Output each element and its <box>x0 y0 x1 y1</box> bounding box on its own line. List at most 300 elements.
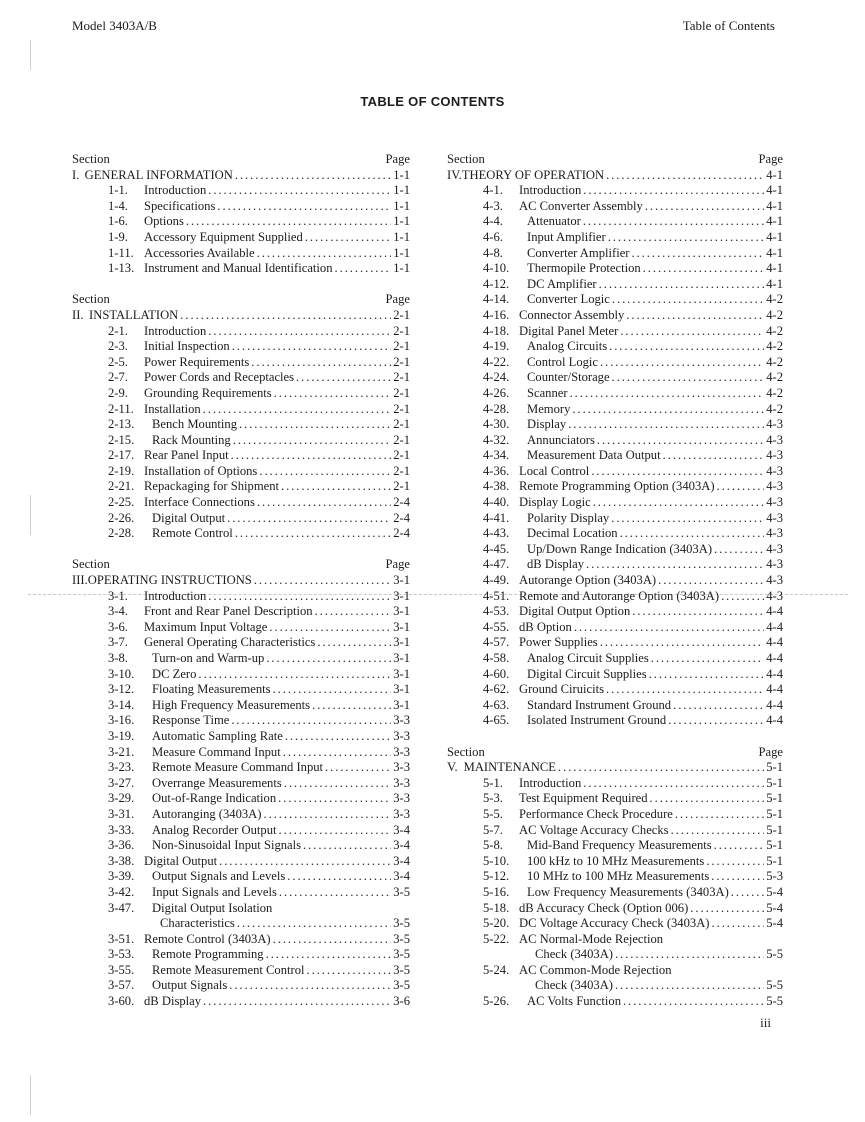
entry-title: Low Frequency Measurements (3403A) <box>527 884 729 899</box>
toc-entry <box>72 978 410 994</box>
entry-page: 2-1 <box>393 323 410 338</box>
entry-number: 2-28. <box>108 526 135 541</box>
entry-title: High Frequency Measurements <box>152 697 311 712</box>
toc-entry <box>447 448 783 464</box>
entry-title: 10 MHz to 100 MHz Measurements <box>527 869 710 884</box>
entry-number: 4-32. <box>483 432 510 447</box>
leader-dots <box>303 838 391 854</box>
entry-page: 5-4 <box>766 900 783 915</box>
entry-page: 3-1 <box>393 604 410 619</box>
toc-entry <box>72 635 410 651</box>
leader-dots <box>251 355 391 371</box>
leader-dots <box>583 214 764 230</box>
entry-number: 4-57. <box>483 635 510 650</box>
leader-dots <box>279 885 391 901</box>
entry-title: Initial Inspection <box>144 339 230 354</box>
entry-title: DC Zero <box>152 666 197 681</box>
toc-entry <box>447 277 783 293</box>
entry-page: 4-3 <box>766 541 783 556</box>
entry-title: dB Display <box>527 557 585 572</box>
entry-page: 3-3 <box>393 713 410 728</box>
entry-number: 4-41. <box>483 510 510 525</box>
toc-entry <box>72 370 410 386</box>
toc-entry <box>447 791 783 807</box>
entry-number: 3-51. <box>108 931 135 946</box>
leader-dots <box>568 417 764 433</box>
entry-title: AC Common-Mode Rejection <box>519 962 672 977</box>
toc-entry <box>72 916 410 932</box>
leader-dots <box>673 698 764 714</box>
entry-page: 5-1 <box>766 806 783 821</box>
toc-entry <box>447 604 783 620</box>
toc-entry <box>72 324 410 340</box>
entry-number: 3-38. <box>108 853 135 868</box>
entry-title: Autorange Option (3403A) <box>519 573 657 588</box>
toc-entry <box>72 246 410 262</box>
leader-dots <box>593 495 765 511</box>
scan-edge-mark <box>30 1075 31 1115</box>
page-label: Page <box>385 557 410 572</box>
leader-dots <box>675 807 764 823</box>
entry-page: 4-2 <box>766 354 783 369</box>
entry-title: Digital Circuit Supplies <box>527 666 647 681</box>
leader-dots <box>651 651 764 667</box>
entry-page: 3-5 <box>393 978 410 993</box>
section-label: Section <box>447 744 485 759</box>
section-numeral: IV. <box>447 167 462 182</box>
entry-number: 4-34. <box>483 448 510 463</box>
toc-entry <box>447 370 783 386</box>
entry-title: General Operating Characteristics <box>144 635 316 650</box>
entry-page: 5-4 <box>766 916 783 931</box>
entry-number: 3-53. <box>108 947 135 962</box>
toc-entry <box>447 433 783 449</box>
entry-number: 4-8. <box>483 245 503 260</box>
entry-title: Remote Programming <box>152 947 264 962</box>
entry-title: Rack Mounting <box>152 432 231 447</box>
entry-title: Front and Rear Panel Description <box>144 604 313 619</box>
entry-number: 3-14. <box>108 697 135 712</box>
leader-dots <box>203 994 391 1010</box>
toc-entry <box>447 651 783 667</box>
entry-title: Introduction <box>519 183 582 198</box>
entry-title: Input Signals and Levels <box>152 884 277 899</box>
entry-title: Remote Programming Option (3403A) <box>519 479 715 494</box>
toc-entry <box>72 760 410 776</box>
entry-page: 5-1 <box>766 838 783 853</box>
leader-dots <box>233 433 391 449</box>
entry-page: 4-1 <box>766 276 783 291</box>
entry-page: 2-4 <box>393 526 410 541</box>
toc-entry <box>72 479 410 495</box>
entry-number: 2-13. <box>108 417 135 432</box>
page-number: iii <box>760 1015 771 1030</box>
entry-number: 4-58. <box>483 651 510 665</box>
leader-dots <box>231 448 392 464</box>
entry-number: 3-42. <box>108 884 135 899</box>
entry-page: 4-2 <box>766 370 783 385</box>
entry-number: 3-47. <box>108 900 135 915</box>
leader-dots <box>558 760 764 776</box>
entry-page: 3-1 <box>393 697 410 712</box>
entry-page: 3-3 <box>393 806 410 821</box>
entry-title: Local Control <box>519 463 590 478</box>
entry-page: 2-1 <box>393 385 410 400</box>
leader-dots <box>650 791 765 807</box>
entry-number: 4-36. <box>483 463 510 478</box>
toc-entry <box>447 776 783 792</box>
entry-number: 3-1. <box>108 588 128 603</box>
entry-number: 4-28. <box>483 401 510 416</box>
leader-dots <box>237 916 391 932</box>
entry-number: 3-8. <box>108 651 128 665</box>
toc-entry <box>72 589 410 605</box>
entry-title: Measure Command Input <box>152 744 281 759</box>
leader-dots <box>572 402 764 418</box>
entry-title: Isolated Instrument Ground <box>527 713 667 728</box>
section-numeral: II. <box>72 307 84 322</box>
entry-page: 3-3 <box>393 760 410 775</box>
entry-number: 1-4. <box>108 198 128 213</box>
entry-page: 4-2 <box>766 401 783 416</box>
entry-number: 1-11. <box>108 245 134 260</box>
entry-page: 5-1 <box>766 775 783 790</box>
entry-title: Display <box>527 417 567 432</box>
leader-dots <box>287 869 391 885</box>
entry-title: Control Logic <box>527 354 599 369</box>
toc-column-right <box>447 152 783 1010</box>
toc-entry <box>447 292 783 308</box>
toc-entry <box>447 464 783 480</box>
leader-dots <box>611 511 764 527</box>
leader-dots <box>198 667 391 683</box>
leader-dots <box>606 682 764 698</box>
entry-title: dB Display <box>144 994 202 1009</box>
entry-page: 2-1 <box>393 463 410 478</box>
toc-entry <box>447 308 783 324</box>
entry-number: 3-33. <box>108 822 135 837</box>
leader-dots <box>615 947 764 963</box>
entry-number: 5-20. <box>483 916 510 931</box>
leader-dots <box>229 978 391 994</box>
leader-dots <box>721 589 764 605</box>
leader-dots <box>658 573 764 589</box>
entry-number: 3-29. <box>108 791 135 806</box>
entry-title: Analog Circuit Supplies <box>527 651 649 665</box>
leader-dots <box>668 713 764 729</box>
leader-dots <box>283 745 391 761</box>
entry-page: 4-4 <box>766 697 783 712</box>
entry-title: Digital Output Option <box>519 604 631 619</box>
toc-entry <box>447 823 783 839</box>
entry-page: 5-3 <box>766 869 783 884</box>
toc-entry <box>447 324 783 340</box>
entry-page: 3-1 <box>393 635 410 650</box>
entry-page: 1-1 <box>393 261 410 276</box>
entry-title: 100 kHz to 10 MHz Measurements <box>527 853 705 868</box>
leader-dots <box>219 854 391 870</box>
leader-dots <box>712 916 765 932</box>
entry-title: Connector Assembly <box>519 307 625 322</box>
toc-entry <box>447 542 783 558</box>
section-title-row <box>72 308 410 324</box>
leader-dots <box>266 651 391 667</box>
leader-dots <box>609 339 764 355</box>
entry-page: 3-5 <box>393 947 410 962</box>
toc-entry <box>72 620 410 636</box>
toc-entry <box>447 214 783 230</box>
toc-entry <box>72 355 410 371</box>
entry-number: 3-27. <box>108 775 135 790</box>
leader-dots <box>235 168 391 184</box>
section-header <box>447 152 783 168</box>
entry-page: 4-2 <box>766 339 783 354</box>
toc-entry <box>72 667 410 683</box>
leader-dots <box>717 479 765 495</box>
entry-page: 2-1 <box>393 417 410 432</box>
section-header <box>72 557 410 573</box>
leader-dots <box>278 791 391 807</box>
leader-dots <box>714 838 765 854</box>
entry-title: Output Signals <box>152 978 228 993</box>
entry-title: Autoranging (3403A) <box>152 806 262 821</box>
entry-number: 5-1. <box>483 775 503 790</box>
entry-title: Output Signals and Levels <box>152 869 286 884</box>
entry-page: 3-4 <box>393 853 410 868</box>
leader-dots <box>574 620 764 636</box>
entry-page: 2-1 <box>393 432 410 447</box>
toc-entry <box>72 791 410 807</box>
toc-entry <box>72 417 410 433</box>
entry-number: 4-63. <box>483 697 510 712</box>
toc-entry <box>72 199 410 215</box>
entry-title: Remote Measure Command Input <box>152 760 324 775</box>
toc-entry <box>72 713 410 729</box>
toc-entry <box>72 402 410 418</box>
section-title: INSTALLATION <box>89 307 179 322</box>
leader-dots <box>208 183 391 199</box>
leader-dots <box>731 885 764 901</box>
toc-entry <box>447 557 783 573</box>
toc-entry <box>72 947 410 963</box>
leader-dots <box>583 776 764 792</box>
leader-dots <box>643 261 765 277</box>
entry-title: Floating Measurements <box>152 682 271 697</box>
leader-dots <box>615 978 764 994</box>
entry-number: 3-23. <box>108 760 135 775</box>
leader-dots <box>281 479 391 495</box>
entry-page: 5-5 <box>766 978 783 993</box>
entry-title: DC Amplifier <box>527 276 597 291</box>
entry-page: 3-1 <box>393 666 410 681</box>
leader-dots <box>599 277 765 293</box>
toc-entry <box>447 261 783 277</box>
leader-dots <box>257 246 392 262</box>
entry-page: 1-1 <box>393 214 410 229</box>
entry-number: 1-6. <box>108 214 128 229</box>
entry-page: 3-5 <box>393 962 410 977</box>
entry-number: 4-14. <box>483 292 510 307</box>
toc-entry <box>447 667 783 683</box>
entry-title: Automatic Sampling Rate <box>152 728 283 743</box>
toc-entry <box>72 495 410 511</box>
toc-entry <box>72 776 410 792</box>
leader-dots <box>284 776 391 792</box>
entry-number: 5-5. <box>483 806 503 821</box>
toc-entry <box>447 698 783 714</box>
page-title: TABLE OF CONTENTS <box>360 94 505 109</box>
toc-section <box>72 152 410 277</box>
entry-page: 4-4 <box>766 619 783 634</box>
leader-dots <box>623 994 764 1010</box>
entry-page: 5-1 <box>766 791 783 806</box>
entry-title: Remote Control (3403A) <box>144 931 271 946</box>
page-label: Page <box>385 152 410 166</box>
leader-dots <box>239 417 391 433</box>
entry-page: 4-1 <box>766 229 783 244</box>
entry-number: 4-24. <box>483 370 510 385</box>
toc-column-left <box>72 152 410 1010</box>
entry-title: Rear Panel Input <box>144 448 229 463</box>
page-label: Page <box>758 152 783 166</box>
entry-number: 3-16. <box>108 713 135 728</box>
entry-number: 4-47. <box>483 557 510 572</box>
toc-entry <box>72 869 410 885</box>
entry-title: Digital Output <box>152 510 226 525</box>
section-numeral: I. <box>72 167 80 182</box>
entry-title: Analog Recorder Output <box>152 822 277 837</box>
entry-title: Input Amplifier <box>527 229 606 244</box>
section-header <box>447 745 783 761</box>
leader-dots <box>235 526 391 542</box>
entry-title: Thermopile Protection <box>527 261 641 276</box>
entry-page: 4-3 <box>766 463 783 478</box>
leader-dots <box>690 901 764 917</box>
entry-page: 4-4 <box>766 682 783 697</box>
leader-dots <box>663 448 765 464</box>
entry-page: 4-2 <box>766 385 783 400</box>
entry-number: 4-10. <box>483 261 510 276</box>
entry-page: 3-1 <box>393 682 410 697</box>
entry-title: Installation <box>144 401 201 416</box>
section-title-row <box>447 168 783 184</box>
section-page: 3-1 <box>393 573 410 588</box>
entry-page: 3-6 <box>393 994 410 1009</box>
entry-number: 5-12. <box>483 869 510 884</box>
leader-dots <box>273 682 392 698</box>
leader-dots <box>649 667 765 683</box>
entry-number: 3-10. <box>108 666 135 681</box>
entry-number: 5-7. <box>483 822 503 837</box>
entry-page: 3-1 <box>393 588 410 603</box>
entry-title: Installation of Options <box>144 463 258 478</box>
leader-dots <box>208 324 391 340</box>
entry-number: 4-45. <box>483 541 510 556</box>
leader-dots <box>208 589 391 605</box>
section-numeral: III. <box>72 573 88 588</box>
leader-dots <box>285 729 391 745</box>
entry-title: Characteristics <box>160 916 235 931</box>
toc-entry <box>72 386 410 402</box>
entry-page: 2-4 <box>393 510 410 525</box>
entry-title: Check (3403A) <box>535 947 613 962</box>
entry-title: Converter Amplifier <box>527 245 630 260</box>
leader-dots <box>335 261 392 277</box>
leader-dots <box>269 620 391 636</box>
entry-number: 5-18. <box>483 900 510 915</box>
leader-dots <box>597 433 764 449</box>
entry-page: 1-1 <box>393 229 410 244</box>
entry-number: 4-30. <box>483 417 510 432</box>
entry-title: AC Normal-Mode Rejection <box>519 931 664 946</box>
entry-number: 3-55. <box>108 962 135 977</box>
entry-page: 2-1 <box>393 370 410 385</box>
entry-title: Remote and Autorange Option (3403A) <box>519 588 720 603</box>
leader-dots <box>570 386 765 402</box>
leader-dots <box>586 557 764 573</box>
entry-page: 5-5 <box>766 947 783 962</box>
toc-entry <box>72 838 410 854</box>
entry-page: 5-1 <box>766 822 783 837</box>
entry-title: Standard Instrument Ground <box>527 697 672 712</box>
entry-page: 1-1 <box>393 183 410 198</box>
toc-entry <box>72 994 410 1010</box>
toc-entry <box>447 355 783 371</box>
leader-dots <box>606 168 764 184</box>
toc-entry <box>447 339 783 355</box>
entry-number: 4-3. <box>483 198 503 213</box>
entry-title: Overrange Measurements <box>152 775 282 790</box>
entry-title: Digital Output Isolation <box>152 900 273 915</box>
toc-entry <box>72 261 410 277</box>
leader-dots <box>714 542 764 558</box>
leader-dots <box>626 308 764 324</box>
toc-entry <box>72 433 410 449</box>
entry-number: 2-5. <box>108 354 128 369</box>
toc-entry <box>447 246 783 262</box>
toc-entry <box>447 495 783 511</box>
entry-title: Introduction <box>144 588 207 603</box>
entry-page: 5-1 <box>766 853 783 868</box>
entry-page: 3-5 <box>393 931 410 946</box>
scan-edge-mark <box>30 40 31 70</box>
leader-dots <box>671 823 765 839</box>
entry-page: 3-3 <box>393 791 410 806</box>
entry-number: 4-19. <box>483 339 510 354</box>
entry-page: 3-4 <box>393 869 410 884</box>
entry-title: Up/Down Range Indication (3403A) <box>527 541 713 556</box>
entry-page: 4-3 <box>766 432 783 447</box>
entry-number: 3-36. <box>108 838 135 853</box>
leader-dots <box>317 635 391 651</box>
entry-page: 4-3 <box>766 510 783 525</box>
section-title: MAINTENANCE <box>463 760 556 775</box>
entry-title: dB Option <box>519 619 572 634</box>
toc-entry <box>72 698 410 714</box>
toc-entry <box>72 604 410 620</box>
toc-entry <box>72 464 410 480</box>
toc-entry <box>447 635 783 651</box>
entry-number: 4-65. <box>483 713 510 728</box>
toc-entry <box>447 199 783 215</box>
toc-entry <box>447 682 783 698</box>
entry-title: Memory <box>527 401 571 416</box>
leader-dots <box>312 698 391 714</box>
entry-title: AC Voltage Accuracy Checks <box>519 822 669 837</box>
leader-dots <box>632 604 764 620</box>
entry-page: 4-4 <box>766 635 783 650</box>
entry-number: 5-8. <box>483 838 503 853</box>
